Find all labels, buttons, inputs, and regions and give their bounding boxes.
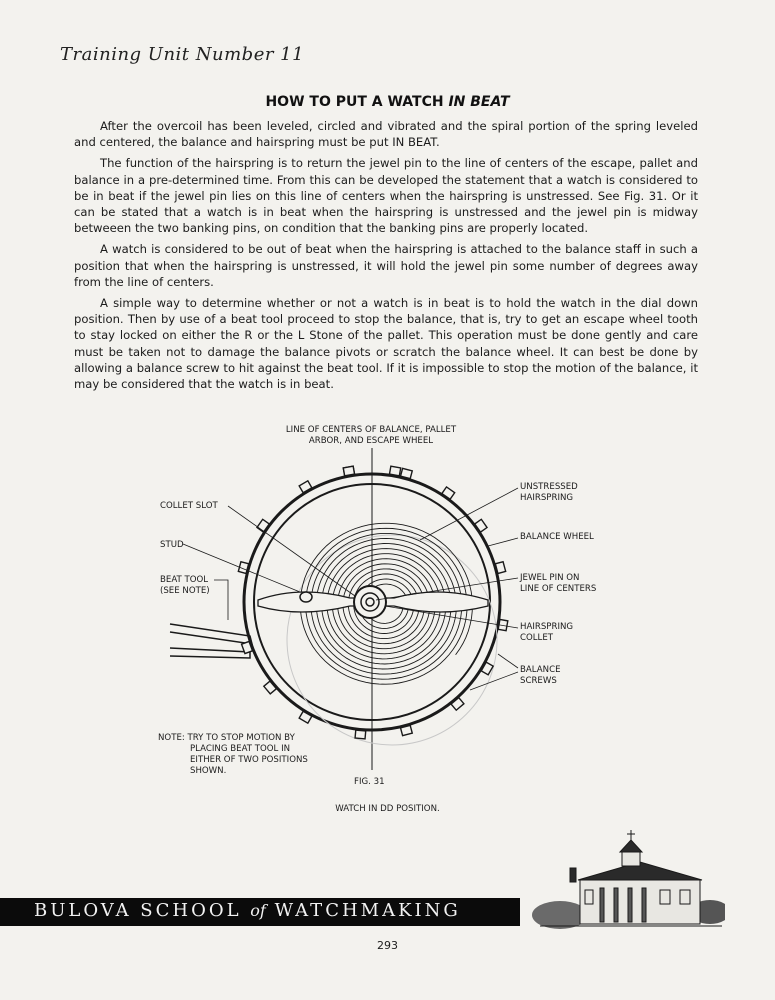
label-jewel-pin-1: JEWEL PIN ON <box>520 573 580 583</box>
label-beat-tool-2: (SEE NOTE) <box>160 585 210 596</box>
label-stud: STUD <box>160 540 184 550</box>
leader-unstressed <box>420 488 518 540</box>
beat-tool-upper <box>170 624 252 644</box>
hairspring-collet <box>354 586 386 618</box>
school-name-right: WATCHMAKING <box>265 900 461 921</box>
note-line-3: EITHER OF TWO POSITIONS <box>190 755 308 765</box>
label-collet-2: COLLET <box>520 632 554 643</box>
balance-screw <box>343 466 354 476</box>
school-name <box>34 900 461 921</box>
label-beat-tool-1: BEAT TOOL <box>160 575 209 585</box>
label-line-of-centers-1: LINE OF CENTERS OF BALANCE, PALLET <box>285 425 457 435</box>
label-line-of-centers-2: ARBOR, AND ESCAPE WHEEL <box>308 435 434 446</box>
leader-stud <box>183 544 300 592</box>
balance-screw <box>355 730 366 739</box>
body-text <box>74 118 698 397</box>
balance-screw <box>401 468 413 478</box>
school-name-of: of <box>250 901 266 920</box>
label-screws-1: BALANCE <box>520 665 561 675</box>
note-line-4: SHOWN. <box>190 766 227 776</box>
stud <box>300 592 312 602</box>
leader-balance-screws-1 <box>498 654 518 668</box>
label-jewel-pin-2: LINE OF CENTERS <box>520 583 597 594</box>
unit-title: Training Unit Number 11 <box>60 44 305 65</box>
label-collet-1: HAIRSPRING <box>520 622 574 632</box>
beat-tool-lower <box>170 648 250 658</box>
paragraph-2: The function of the hairspring is to return the jewel pin to the line of centers of the escape, pallet and balance in a pre-determined time. From this can be developed the statement that a watch is considered to be in beat if the jewel pin lies on this line of centers when the hairspring is unstressed. See Fig. 31. Or it can be stated that a watch is in beat when the hairspring is unstressed and the jewel pin is midway betweeen the two banking pins, on condition that the banking pins are properly located. <box>74 156 698 236</box>
note-line-1: NOTE: TRY TO STOP MOTION BY <box>158 733 295 743</box>
leader-balance-wheel <box>488 538 518 546</box>
faint-circle <box>287 535 497 745</box>
heading-main: HOW TO PUT A WATCH <box>265 94 449 110</box>
label-unstressed-2: HAIRSPRING <box>520 492 574 503</box>
label-unstressed-1: UNSTRESSED <box>520 482 578 492</box>
school-name-left: BULOVA SCHOOL <box>34 900 251 921</box>
figure-label: FIG. 31 <box>354 777 385 787</box>
label-balance-wheel: BALANCE WHEEL <box>520 532 594 542</box>
figure-note <box>158 733 308 777</box>
school-building-illustration <box>525 830 725 930</box>
paragraph-4: A simple way to determine whether or not a watch is in beat is to hold the watch in the dial down position. Then by use of a beat tool proceed to stop the balance, that is, try to get an escape wheel tooth to stay locked on either the R or the L Stone of the pallet. This operation must be done gently and care must be taken not to damage the balance pivots or scratch the balance wheel. It can best be done by allowing a balance screw to hit against the beat tool. If it is impossible to stop the motion of the balance, it may be considered that the watch is in beat. <box>74 296 698 392</box>
heading-emphasis: IN BEAT <box>448 94 510 110</box>
leader-beat-tool <box>214 580 228 620</box>
balance-screw <box>495 562 505 574</box>
paragraph-1: After the overcoil has been leveled, circled and vibrated and the spiral portion of the spring leveled and centered, the balance and hairspring must be put IN BEAT. <box>74 119 698 150</box>
label-screws-2: SCREWS <box>520 675 557 686</box>
label-collet-slot: COLLET SLOT <box>160 501 218 511</box>
page-heading <box>0 94 775 110</box>
note-line-2: PLACING BEAT TOOL IN <box>190 744 291 754</box>
paragraph-3: A watch is considered to be out of beat when the hairspring is attached to the balance staff in such a position that when the hairspring is unstressed, it will hold the jewel pin some number of degrees away from the line of centers. <box>74 242 698 289</box>
balance-screw <box>401 725 413 735</box>
balance-screw <box>389 466 400 476</box>
page-number: 293 <box>377 939 398 952</box>
figure-caption: WATCH IN DD POSITION. <box>335 804 440 814</box>
